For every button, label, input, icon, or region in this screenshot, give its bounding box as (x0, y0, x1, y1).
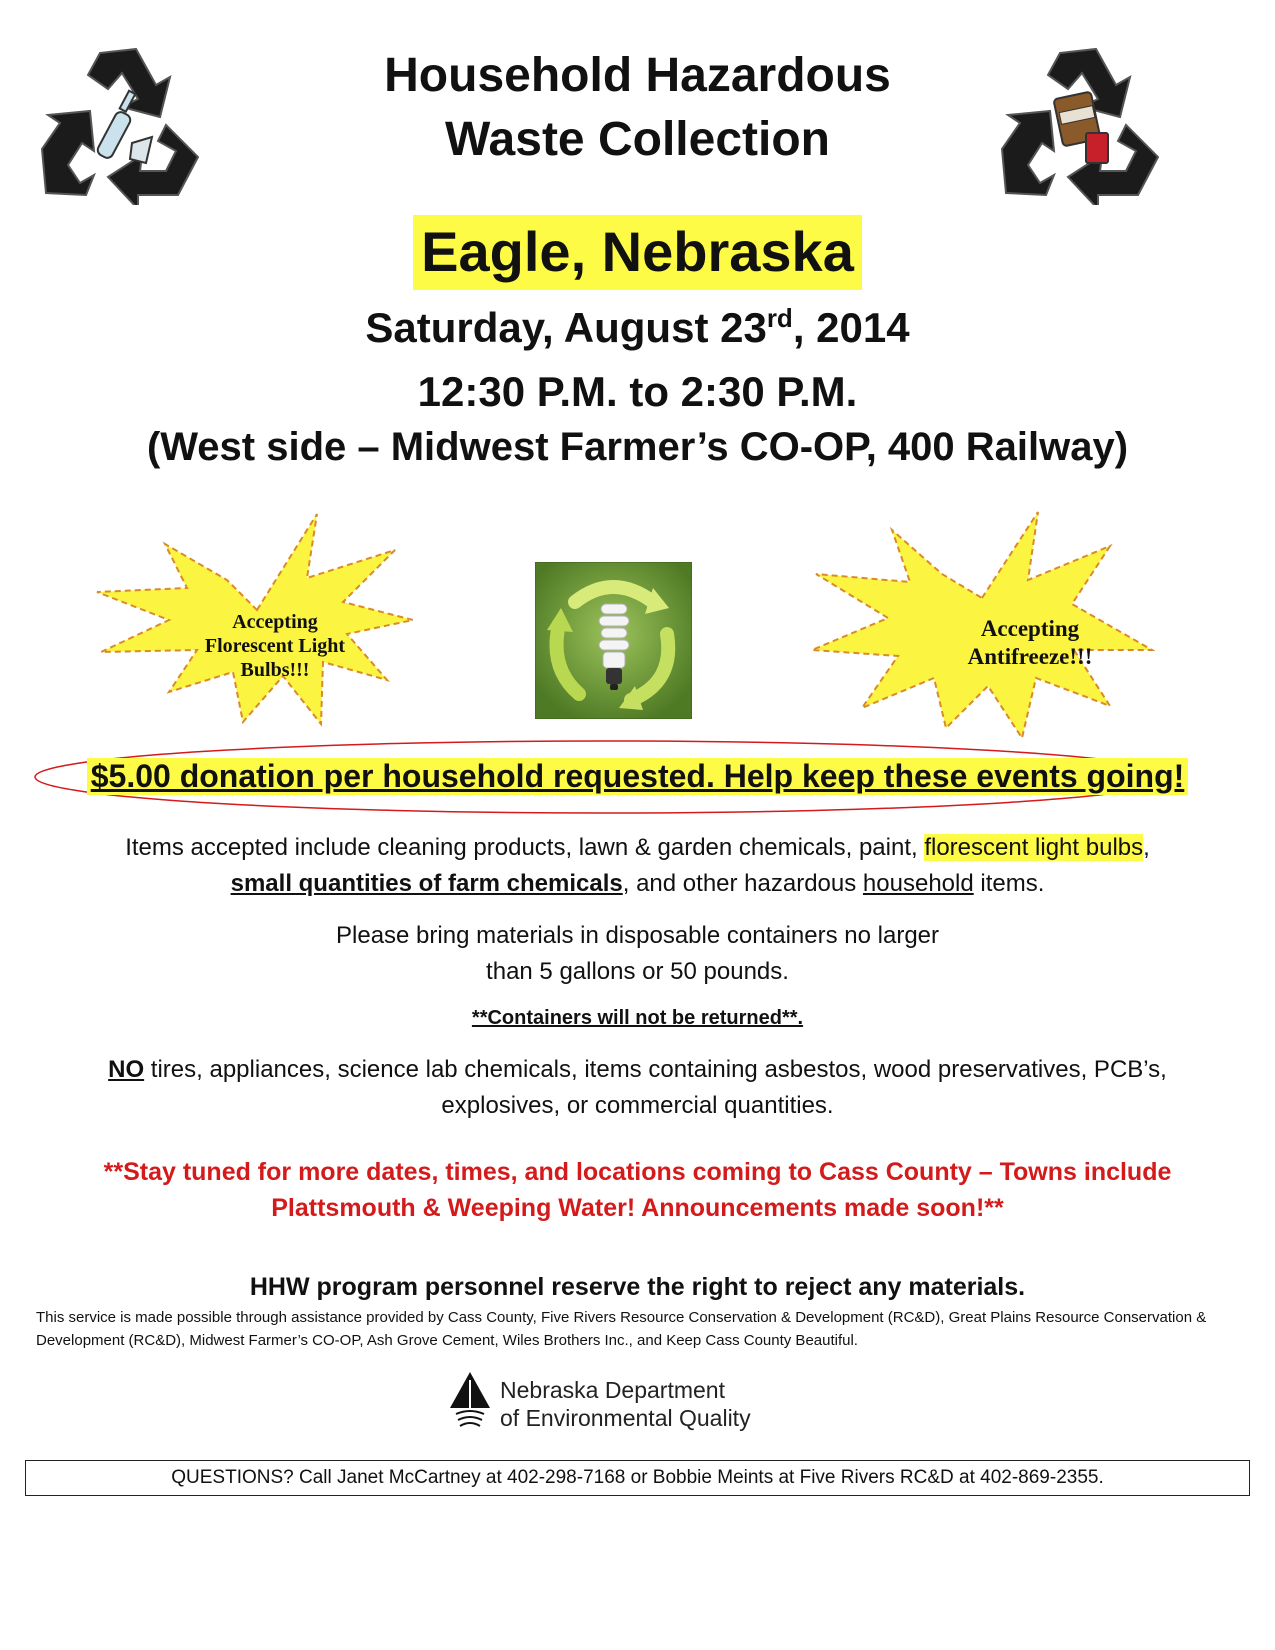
ndeq-name (500, 1376, 751, 1432)
questions-box (25, 1460, 1250, 1496)
burst-left-line-1: Accepting (232, 611, 318, 633)
city-heading: Eagle, Nebraska (413, 215, 862, 290)
stay-tuned-notice (0, 1154, 1275, 1226)
ndeq-tree-logo-icon (448, 1370, 492, 1432)
burst-left-line-3: Bulbs!!! (240, 659, 310, 681)
prohibited-items-paragraph (0, 1052, 1275, 1124)
items-text-4: items. (973, 870, 1045, 897)
hhw-notice: HHW program personnel reserve the right to reject any materials. (249, 1273, 1026, 1301)
burst-right-line-2: Antifreeze!!! (967, 644, 1093, 669)
event-date-suffix: rd (766, 303, 793, 333)
items-household: household (862, 870, 974, 897)
items-accepted-paragraph (0, 830, 1275, 902)
donation-wrap (0, 758, 1275, 795)
containers-note: **Containers will not be returned**. (471, 1007, 804, 1029)
questions-text: QUESTIONS? Call Janet McCartney at 402-298-7168 or Bobbie Meints at Five Rivers RC&D at 402-869-2355. (171, 1467, 1104, 1488)
bring-line-1: Please bring materials in disposable containers no larger (336, 922, 939, 949)
burst-right-text (910, 615, 1150, 671)
items-highlight: florescent light bulbs (924, 834, 1144, 861)
prohibited-line-2: explosives, or commercial quantities. (441, 1092, 834, 1119)
items-farm-chemicals: small quantities of farm chemicals (230, 870, 623, 897)
prohibited-no: NO (108, 1056, 145, 1083)
burst-left-line-2: Florescent Light (204, 635, 346, 657)
city-heading-wrap (0, 215, 1275, 290)
items-text-1: Items accepted include cleaning products, lawn & garden chemicals, paint, (125, 834, 925, 861)
donation-request: $5.00 donation per household requested. Help keep these events going! (87, 758, 1189, 795)
bring-line-2: than 5 gallons or 50 pounds. (486, 958, 789, 985)
event-time: 12:30 P.M. to 2:30 P.M. (417, 368, 858, 415)
page-title-line-1: Household Hazardous (384, 49, 891, 102)
stay-tuned-line-1: **Stay tuned for more dates, times, and locations coming to Cass County – Towns include (103, 1158, 1172, 1186)
burst-left-text (160, 610, 390, 682)
burst-right-line-1: Accepting (980, 616, 1080, 641)
sponsors-text: This service is made possible through assistance provided by Cass County, Five Rivers Resource Conservation & Development (RC&D), Great Plains Resource Conservation & Development (RC&D), Midwest Farmer’s CO-OP, Ash Grove Cement, Wiles Brothers Inc., and Keep Cass County Beautiful. (36, 1309, 1207, 1349)
event-date (0, 303, 1275, 352)
event-date-year: , 2014 (792, 304, 910, 351)
bring-materials-paragraph (0, 918, 1275, 990)
ndeq-line-1: Nebraska Department (500, 1377, 725, 1403)
page-title-line-2: Waste Collection (445, 113, 830, 166)
items-text-2: , (1143, 834, 1150, 861)
ndeq-line-2: of Environmental Quality (500, 1405, 751, 1431)
event-date-main: Saturday, August 23 (365, 304, 767, 351)
items-text-3: , and other hazardous (622, 870, 863, 897)
recycle-cfl-bulb-icon (535, 562, 692, 719)
prohibited-line-1: tires, appliances, science lab chemicals, items containing asbestos, wood preservatives, PCB’s, (144, 1056, 1167, 1083)
event-location: (West side – Midwest Farmer’s CO-OP, 400 Railway) (146, 425, 1129, 469)
stay-tuned-line-2: Plattsmouth & Weeping Water! Announcements made soon!** (271, 1194, 1004, 1222)
